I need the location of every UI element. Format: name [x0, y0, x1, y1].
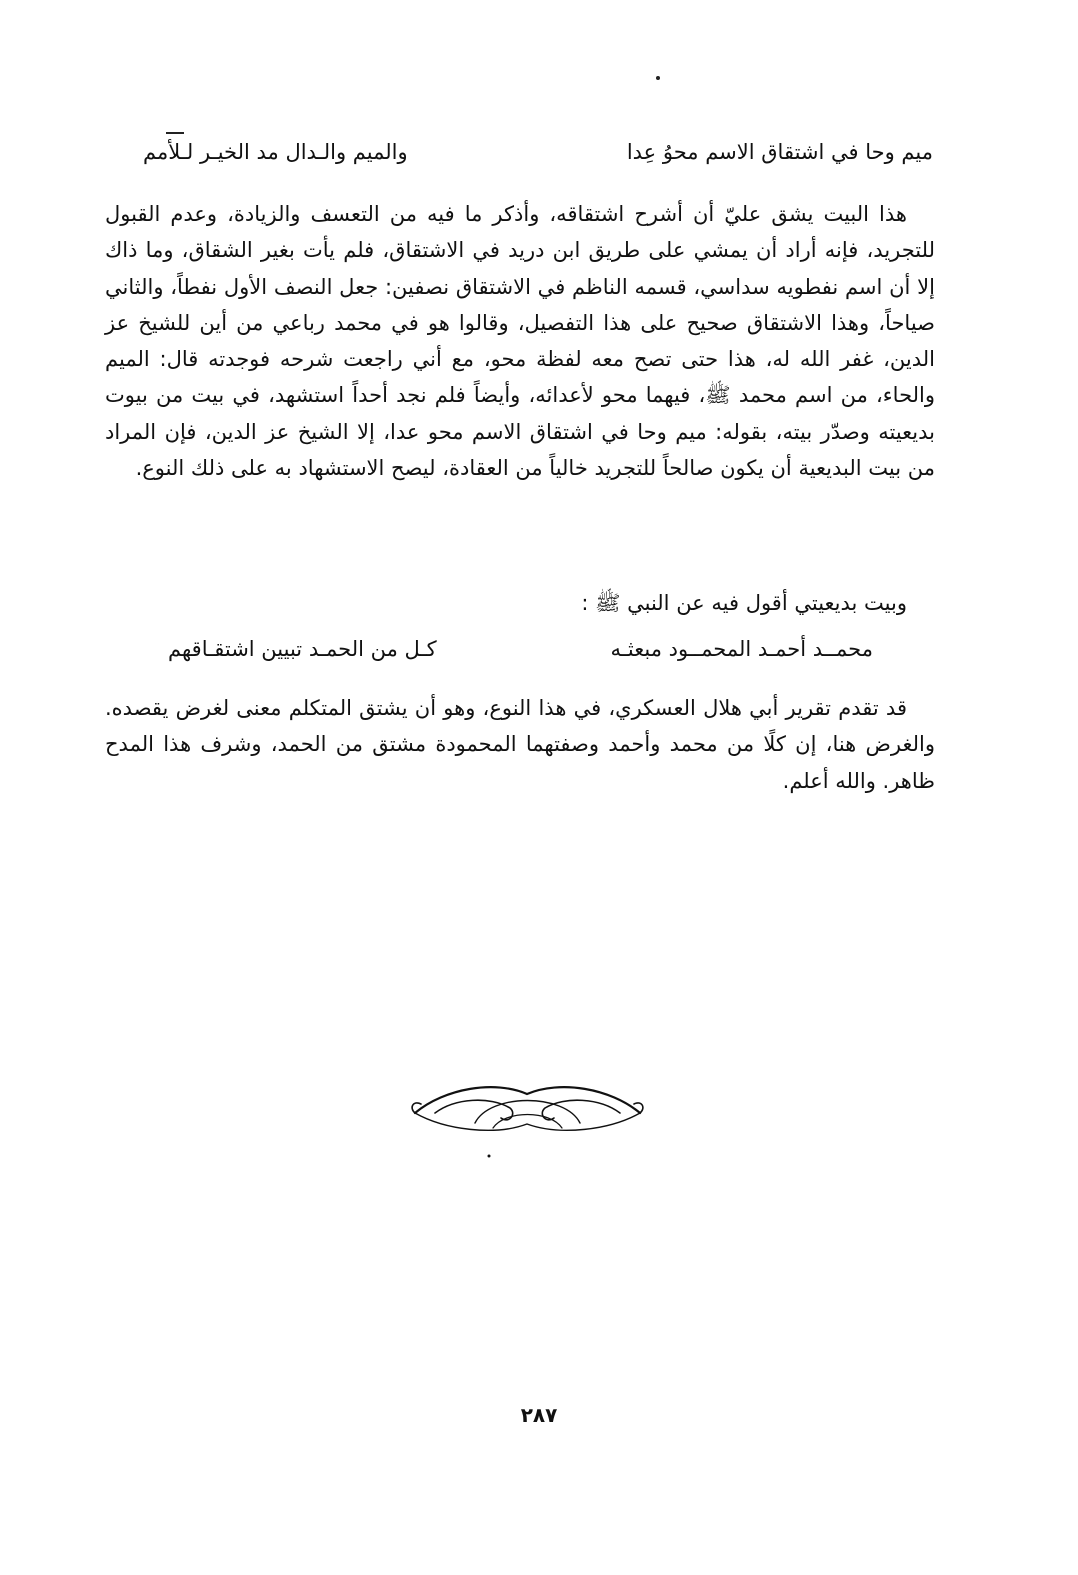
floral-flourish-icon [405, 1068, 650, 1158]
commentary-paragraph-2: قد تقدم تقرير أبي هلال العسكري، في هذا النوع، وهو أن يشتق المتكلم معنى لغرض يقصده. والغرض هنا، إن كلًا من محمد وأحمد وصفتهما المحمودة مشتق من الحمد، وشرف هذا المدح ظاهر. والله أعلم. [105, 696, 935, 793]
commentary-paragraph-1: هذا البيت يشق عليّ أن أشرح اشتقاقه، وأذكر ما فيه من التعسف والزيادة، وعدم القبول للتجريد، فإنه أراد أن يمشي على طريق ابن دريد في الاشتقاق، فلم يأت بغير الشقاق، وما ذاك إلا أن اسم نفطويه سداسي، قسمه الناظم في الاشتقاق نصفين: جعل النصف الأول نفطاً، والثاني صياحاً، وهذا الاشتقاق صحيح على هذا التفصيل، وقالوا هو في محمد رباعي من أين للشيخ عز الدين، غفر الله له، هذا حتى تصح معه لفظة محو، مع أني راجعت شرحه فوجدته قال: الميم والحاء، من اسم محمد ﷺ، فيهما محو لأعدائه، وأيضاً فلم نجد أحداً استشهد، في بيت من بيوت بديعيته وصدّر بيته، بقوله: ميم وحا في اشتقاق الاسم محو عدا، إلا الشيخ عز الدين، فإن المراد من بيت البديعية أن يكون صالحاً للتجريد خالياً من العقادة، ليصح الاستشهاد به على ذلك النوع. [105, 202, 935, 481]
speck-mark [656, 76, 660, 80]
page-number: ٢٨٧ [520, 1403, 558, 1427]
intro-line: وبيت بديعيتي أقول فيه عن النبي ﷺ : [581, 591, 907, 615]
overline-mark [166, 132, 184, 134]
verse-2-left-hemistich: كـل من الحمـد تبيين اشتقـاقهم [168, 637, 437, 661]
verse-1-right-hemistich: ميم وحا في اشتقاق الاسم محوُ عِدا [626, 140, 933, 164]
verse-2-right-hemistich: محمــد أحمـد المحمــود مبعثـه [610, 637, 873, 661]
verse-line-2 [168, 637, 873, 661]
commentary-block-1 [105, 196, 935, 486]
verse-1-left-hemistich: والميم والـدال مد الخيـر لـلأمم [143, 140, 408, 164]
intro-block [105, 585, 935, 621]
commentary-block-2 [105, 690, 935, 799]
verse-line-1 [143, 140, 933, 164]
